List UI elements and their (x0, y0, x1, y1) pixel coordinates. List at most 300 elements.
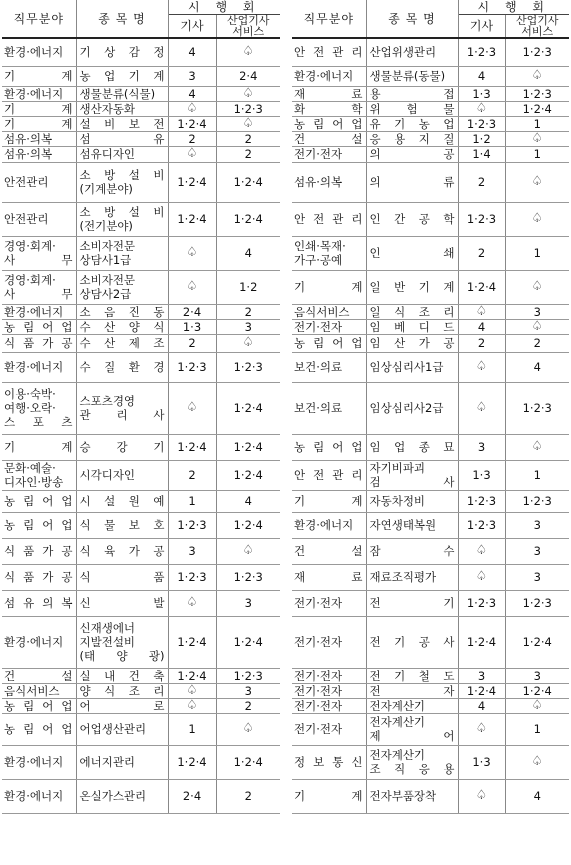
header-item-name: 종 목 명 (76, 0, 168, 38)
service-round-cell: 3 (216, 319, 280, 334)
service-round-cell: 1 (505, 146, 569, 162)
item-name-cell: 소 방 설 비 (전기분야) (76, 202, 168, 236)
service-round-cell: 2 (216, 698, 280, 713)
exam-table-left (2, 0, 280, 814)
table-row (2, 66, 280, 86)
item-name-cell: 설 비 보 전 (76, 116, 168, 131)
category-cell: 재 료 (292, 86, 366, 101)
gisa-round-cell: 2 (458, 236, 505, 270)
gisa-round-cell: 3 (458, 668, 505, 683)
category-cell: 경영·회계· 사 무 (2, 236, 76, 270)
category-cell: 기 계 (2, 101, 76, 116)
service-round-cell: 4 (505, 352, 569, 382)
table-row (2, 668, 280, 683)
item-name-cell: 소 음 진 동 (76, 304, 168, 319)
table-row (292, 512, 569, 538)
table-row (2, 564, 280, 590)
gisa-round-cell: 2 (458, 334, 505, 352)
table-row (2, 304, 280, 319)
table-row (292, 131, 569, 146)
gisa-round-cell: ♤ (458, 538, 505, 564)
service-round-cell: 1·2 (216, 270, 280, 304)
gisa-round-cell: 2 (168, 460, 216, 490)
gisa-round-cell: 1·2·3 (168, 352, 216, 382)
item-name-cell: 위 험 물 (366, 101, 458, 116)
service-round-cell: 3 (505, 564, 569, 590)
item-name-cell: 의 류 (366, 162, 458, 202)
table-row (292, 382, 569, 434)
header-industrial-service-text: 산업기사 서비스 (515, 14, 559, 38)
gisa-round-cell: 1·2·3 (458, 590, 505, 616)
category-cell: 안전관리 (2, 162, 76, 202)
item-name-cell: 자동차정비 (366, 490, 458, 512)
gisa-round-cell: 1 (168, 490, 216, 512)
category-cell: 재 료 (292, 564, 366, 590)
category-cell: 기 계 (292, 490, 366, 512)
service-round-cell: ♤ (505, 745, 569, 779)
category-cell: 안 전 관 리 (292, 202, 366, 236)
gisa-round-cell: ♤ (168, 236, 216, 270)
item-name-cell: 수 산 제 조 (76, 334, 168, 352)
item-name-cell: 재료조직평가 (366, 564, 458, 590)
header-gisa: 기사 (168, 15, 216, 39)
service-round-cell: 1·2·4 (216, 382, 280, 434)
item-name-cell: 용 접 (366, 86, 458, 101)
table-row (2, 131, 280, 146)
table-row (292, 66, 569, 86)
gisa-round-cell: ♤ (458, 101, 505, 116)
service-round-cell: 2 (216, 304, 280, 319)
item-name-cell: 응 용 지 질 (366, 131, 458, 146)
gisa-round-cell: 3 (168, 66, 216, 86)
gisa-round-cell: 1·2·4 (458, 683, 505, 698)
gisa-round-cell: 1·2·4 (168, 434, 216, 460)
gisa-round-cell: ♤ (458, 713, 505, 745)
gisa-round-cell: 3 (458, 434, 505, 460)
category-cell: 이용·숙박· 여행·오락· 스 포 츠 (2, 382, 76, 434)
item-name-cell: 생산자동화 (76, 101, 168, 116)
item-name-cell: 의 공 (366, 146, 458, 162)
gisa-round-cell: 1·2·4 (168, 616, 216, 668)
service-round-cell: 3 (505, 304, 569, 319)
service-round-cell: ♤ (216, 538, 280, 564)
category-cell: 음식서비스 (2, 683, 76, 698)
item-name-cell: 식 물 보 호 (76, 512, 168, 538)
header-industrial-service (505, 15, 569, 39)
table-row (2, 590, 280, 616)
item-name-cell: 섬 유 (76, 131, 168, 146)
item-name-cell: 전 기 (366, 590, 458, 616)
service-round-cell: 3 (216, 683, 280, 698)
category-cell: 섬유·의복 (2, 131, 76, 146)
category-cell: 환경·에너지 (292, 512, 366, 538)
gisa-round-cell: 1·2·3 (458, 490, 505, 512)
table-row (292, 434, 569, 460)
service-round-cell: 1·2·3 (505, 490, 569, 512)
service-round-cell: 1·2·4 (505, 101, 569, 116)
service-round-cell: 1·2·4 (505, 616, 569, 668)
table-row (2, 319, 280, 334)
table-row (2, 38, 280, 66)
category-cell: 환경·에너지 (292, 66, 366, 86)
item-name-cell: 소 방 설 비 (기계분야) (76, 162, 168, 202)
item-name-cell: 섬유디자인 (76, 146, 168, 162)
service-round-cell: ♤ (216, 86, 280, 101)
category-cell: 보건·의료 (292, 352, 366, 382)
service-round-cell: 1·2·3 (216, 564, 280, 590)
category-cell: 환경·에너지 (2, 616, 76, 668)
table-row (292, 668, 569, 683)
table-row (292, 334, 569, 352)
header-category: 직무분야 (2, 0, 76, 38)
category-cell: 전기·전자 (292, 590, 366, 616)
item-name-cell: 생물분류(식물) (76, 86, 168, 101)
gisa-round-cell: 1·2·4 (168, 116, 216, 131)
table-row (2, 745, 280, 779)
service-round-cell: 1·2·3 (216, 101, 280, 116)
item-name-cell: 유 기 농 업 (366, 116, 458, 131)
service-round-cell: 3 (505, 538, 569, 564)
table-row (292, 38, 569, 66)
gisa-round-cell: ♤ (458, 304, 505, 319)
service-round-cell: 1·2·4 (216, 745, 280, 779)
category-cell: 농 림 어 업 (292, 116, 366, 131)
table-row (292, 713, 569, 745)
gisa-round-cell: 3 (168, 538, 216, 564)
service-round-cell: 4 (505, 779, 569, 813)
category-cell: 식 품 가 공 (2, 538, 76, 564)
service-round-cell: 3 (216, 590, 280, 616)
gisa-round-cell: 2 (458, 162, 505, 202)
header-exam-round: 시 행 회 (168, 0, 280, 15)
gisa-round-cell: 4 (168, 86, 216, 101)
category-cell: 환경·에너지 (2, 86, 76, 101)
category-cell: 농 림 어 업 (2, 512, 76, 538)
table-row (2, 683, 280, 698)
item-name-cell: 전자계산기 (366, 698, 458, 713)
category-cell: 음식서비스 (292, 304, 366, 319)
service-round-cell: 1·2·4 (216, 202, 280, 236)
category-cell: 농 림 어 업 (2, 319, 76, 334)
item-name-cell: 시각디자인 (76, 460, 168, 490)
category-cell: 문화·예술· 디자인·방송 (2, 460, 76, 490)
item-name-cell: 소비자전문 상담사2급 (76, 270, 168, 304)
item-name-cell: 수 산 양 식 (76, 319, 168, 334)
category-cell: 기 계 (292, 779, 366, 813)
service-round-cell: 2·4 (216, 66, 280, 86)
gisa-round-cell: 1·2 (458, 131, 505, 146)
service-round-cell: 1·2·4 (505, 683, 569, 698)
item-name-cell: 자연생태복원 (366, 512, 458, 538)
gisa-round-cell: ♤ (168, 698, 216, 713)
service-round-cell: 4 (216, 236, 280, 270)
service-round-cell: ♤ (505, 270, 569, 304)
item-name-cell: 전자계산기 제 어 (366, 713, 458, 745)
header-industrial-service-text: 산업기사 서비스 (226, 14, 270, 38)
gisa-round-cell: 2 (168, 131, 216, 146)
gisa-round-cell: 1·2·3 (458, 512, 505, 538)
gisa-round-cell: 1·2·3 (458, 116, 505, 131)
item-name-cell: 전 기 공 사 (366, 616, 458, 668)
gisa-round-cell: ♤ (458, 564, 505, 590)
item-name-cell: 신재생에너 지발전설비 (태 양 광) (76, 616, 168, 668)
category-cell: 전기·전자 (292, 683, 366, 698)
header-exam-round: 시 행 회 (458, 0, 569, 15)
gisa-round-cell: 4 (168, 38, 216, 66)
category-cell: 농 림 어 업 (2, 698, 76, 713)
category-cell: 환경·에너지 (2, 352, 76, 382)
category-cell: 기 계 (2, 116, 76, 131)
table-row (292, 616, 569, 668)
service-round-cell: 2 (216, 779, 280, 813)
service-round-cell: ♤ (216, 38, 280, 66)
gisa-round-cell: 1·2·3 (458, 38, 505, 66)
gisa-round-cell: 1·3 (458, 86, 505, 101)
table-row (292, 490, 569, 512)
category-cell: 전기·전자 (292, 616, 366, 668)
category-cell: 기 계 (2, 434, 76, 460)
category-cell: 농 림 어 업 (2, 490, 76, 512)
service-round-cell: 1·2·3 (505, 382, 569, 434)
category-cell: 기 계 (2, 66, 76, 86)
service-round-cell: 1·2·3 (505, 86, 569, 101)
table-row (2, 101, 280, 116)
category-cell: 건 설 (292, 538, 366, 564)
category-cell: 환경·에너지 (2, 779, 76, 813)
service-round-cell: 1·2·4 (216, 460, 280, 490)
table-row (2, 86, 280, 101)
header-industrial-service (216, 15, 280, 39)
category-cell: 정 보 통 신 (292, 745, 366, 779)
item-name-cell: 전자계산기 조 직 응 용 (366, 745, 458, 779)
category-cell: 농 림 어 업 (2, 713, 76, 745)
table-row (292, 202, 569, 236)
table-row (2, 352, 280, 382)
service-round-cell: 1·2·3 (505, 38, 569, 66)
service-round-cell: ♤ (216, 713, 280, 745)
service-round-cell: 1·2·3 (216, 668, 280, 683)
item-name-cell: 인 간 공 학 (366, 202, 458, 236)
item-name-cell: 임 베 디 드 (366, 319, 458, 334)
table-row (292, 270, 569, 304)
category-cell: 환경·에너지 (2, 304, 76, 319)
item-name-cell: 어업생산관리 (76, 713, 168, 745)
service-round-cell: 2 (505, 334, 569, 352)
item-name-cell: 스포츠경영 관 리 사 (76, 382, 168, 434)
category-cell: 안전관리 (2, 202, 76, 236)
gisa-round-cell: ♤ (458, 352, 505, 382)
table-row (2, 270, 280, 304)
gisa-round-cell: 4 (458, 698, 505, 713)
exam-table-right (292, 0, 569, 814)
service-round-cell: 1·2·3 (216, 352, 280, 382)
table-row (292, 698, 569, 713)
table-row (2, 460, 280, 490)
table-row (2, 202, 280, 236)
gisa-round-cell: 1·2·4 (458, 616, 505, 668)
gisa-round-cell: ♤ (168, 146, 216, 162)
item-name-cell: 전 자 (366, 683, 458, 698)
table-row (2, 490, 280, 512)
gisa-round-cell: 1·2·4 (168, 745, 216, 779)
category-cell: 환경·에너지 (2, 38, 76, 66)
category-cell: 섬유·의복 (292, 162, 366, 202)
left-table-body (2, 38, 280, 813)
service-round-cell: ♤ (216, 334, 280, 352)
item-name-cell: 임상심리사1급 (366, 352, 458, 382)
table-row (292, 146, 569, 162)
item-name-cell: 전자부품장착 (366, 779, 458, 813)
table-row (292, 683, 569, 698)
category-cell: 인쇄·목재· 가구·공예 (292, 236, 366, 270)
item-name-cell: 수 질 환 경 (76, 352, 168, 382)
table-row (2, 236, 280, 270)
item-name-cell: 기 상 감 정 (76, 38, 168, 66)
service-round-cell: 3 (505, 512, 569, 538)
service-round-cell: ♤ (505, 434, 569, 460)
service-round-cell: 1·2·4 (216, 512, 280, 538)
category-cell: 환경·에너지 (2, 745, 76, 779)
gisa-round-cell: ♤ (168, 590, 216, 616)
gisa-round-cell: 1·2·4 (458, 270, 505, 304)
service-round-cell: ♤ (505, 66, 569, 86)
header-item-name: 종 목 명 (366, 0, 458, 38)
category-cell: 전기·전자 (292, 319, 366, 334)
item-name-cell: 에너지관리 (76, 745, 168, 779)
gisa-round-cell: ♤ (168, 270, 216, 304)
gisa-round-cell: ♤ (168, 382, 216, 434)
gisa-round-cell: ♤ (168, 683, 216, 698)
gisa-round-cell: 1·4 (458, 146, 505, 162)
table-row (292, 538, 569, 564)
item-name-cell: 인 쇄 (366, 236, 458, 270)
service-round-cell: 4 (216, 490, 280, 512)
table-row (292, 101, 569, 116)
service-round-cell: 1 (505, 116, 569, 131)
service-round-cell: ♤ (505, 131, 569, 146)
service-round-cell: ♤ (505, 319, 569, 334)
gisa-round-cell: ♤ (458, 382, 505, 434)
category-cell: 안 전 관 리 (292, 38, 366, 66)
table-row (292, 590, 569, 616)
gisa-round-cell: 1·2·3 (168, 564, 216, 590)
gisa-round-cell: ♤ (168, 101, 216, 116)
category-cell: 섬유·의복 (2, 146, 76, 162)
gisa-round-cell: 2·4 (168, 779, 216, 813)
item-name-cell: 임 업 종 묘 (366, 434, 458, 460)
gisa-round-cell: 4 (458, 319, 505, 334)
table-row (2, 512, 280, 538)
item-name-cell: 임상심리사2급 (366, 382, 458, 434)
gisa-round-cell: 1·2·4 (168, 162, 216, 202)
gisa-round-cell: 1·2·4 (168, 668, 216, 683)
gisa-round-cell: 2 (168, 334, 216, 352)
table-row (2, 698, 280, 713)
gisa-round-cell: 1·2·3 (458, 202, 505, 236)
service-round-cell: 1·2·3 (505, 590, 569, 616)
category-cell: 전기·전자 (292, 668, 366, 683)
gisa-round-cell: ♤ (458, 779, 505, 813)
item-name-cell: 농 업 기 계 (76, 66, 168, 86)
category-cell: 전기·전자 (292, 713, 366, 745)
category-cell: 건 설 (2, 668, 76, 683)
table-row (2, 146, 280, 162)
item-name-cell: 시 설 원 예 (76, 490, 168, 512)
gisa-round-cell: 1·3 (458, 745, 505, 779)
item-name-cell: 온실가스관리 (76, 779, 168, 813)
item-name-cell: 양 식 조 리 (76, 683, 168, 698)
gisa-round-cell: 1·2·4 (168, 202, 216, 236)
service-round-cell: 2 (216, 131, 280, 146)
item-name-cell: 일 식 조 리 (366, 304, 458, 319)
table-row (292, 116, 569, 131)
item-name-cell: 임 산 가 공 (366, 334, 458, 352)
table-row (292, 460, 569, 490)
category-cell: 식 품 가 공 (2, 564, 76, 590)
gisa-round-cell: 1·3 (168, 319, 216, 334)
table-row (292, 352, 569, 382)
item-name-cell: 어 로 (76, 698, 168, 713)
item-name-cell: 식 육 가 공 (76, 538, 168, 564)
gisa-round-cell: 1·2·3 (168, 512, 216, 538)
category-cell: 건 설 (292, 131, 366, 146)
table-row (2, 434, 280, 460)
service-round-cell: 1·2·4 (216, 616, 280, 668)
service-round-cell: 1 (505, 460, 569, 490)
item-name-cell: 승 강 기 (76, 434, 168, 460)
service-round-cell: ♤ (216, 116, 280, 131)
category-cell: 농 림 어 업 (292, 334, 366, 352)
item-name-cell: 신 발 (76, 590, 168, 616)
category-cell: 기 계 (292, 270, 366, 304)
service-round-cell: 2 (216, 146, 280, 162)
item-name-cell: 실 내 건 축 (76, 668, 168, 683)
item-name-cell: 자기비파괴 검 사 (366, 460, 458, 490)
item-name-cell: 일 반 기 계 (366, 270, 458, 304)
gisa-round-cell: 1·3 (458, 460, 505, 490)
table-row (2, 616, 280, 668)
table-row (292, 162, 569, 202)
table-row (2, 713, 280, 745)
table-row (292, 319, 569, 334)
service-round-cell: ♤ (505, 698, 569, 713)
category-cell: 농 림 어 업 (292, 434, 366, 460)
table-row (2, 779, 280, 813)
table-row (292, 236, 569, 270)
category-cell: 경영·회계· 사 무 (2, 270, 76, 304)
service-round-cell: 1 (505, 236, 569, 270)
gisa-round-cell: 4 (458, 66, 505, 86)
category-cell: 섬 유 의 복 (2, 590, 76, 616)
right-table-body (292, 38, 569, 813)
table-row (2, 334, 280, 352)
header-gisa: 기사 (458, 15, 505, 39)
table-row (2, 538, 280, 564)
category-cell: 화 학 (292, 101, 366, 116)
gisa-round-cell: 1 (168, 713, 216, 745)
item-name-cell: 식 품 (76, 564, 168, 590)
table-row (2, 162, 280, 202)
category-cell: 전기·전자 (292, 698, 366, 713)
item-name-cell: 생물분류(동물) (366, 66, 458, 86)
service-round-cell: 1·2·4 (216, 162, 280, 202)
item-name-cell: 산업위생관리 (366, 38, 458, 66)
header-category: 직무분야 (292, 0, 366, 38)
service-round-cell: 1·2·4 (216, 434, 280, 460)
table-row (292, 304, 569, 319)
item-name-cell: 잠 수 (366, 538, 458, 564)
table-row (292, 779, 569, 813)
